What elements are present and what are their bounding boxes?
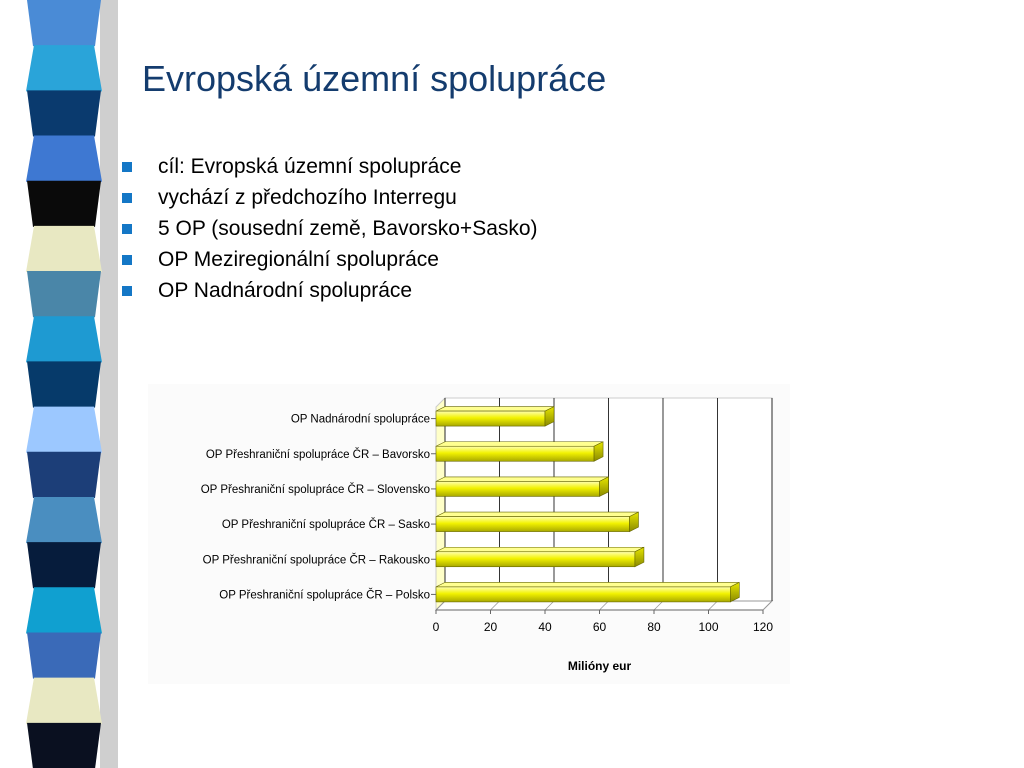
stripe-segment <box>26 45 102 91</box>
stripe-segment <box>26 407 102 453</box>
stripe-segment <box>26 678 102 724</box>
category-label: OP Přeshraniční spolupráce ČR – Polsko <box>219 589 430 602</box>
category-label: OP Přeshraniční spolupráce ČR – Sasko <box>221 519 430 532</box>
stripe-segment <box>27 723 101 768</box>
stripe-segment <box>27 90 101 136</box>
chart-side-wall <box>436 398 445 610</box>
stripe-segment <box>26 497 102 543</box>
bar <box>436 411 545 426</box>
bar <box>436 446 594 461</box>
stripe-segment <box>27 361 101 407</box>
x-axis-label: Milióny eur <box>567 659 632 673</box>
stripe-segment <box>27 181 101 227</box>
x-tick-label: 120 <box>752 620 774 634</box>
category-label: OP Nadnárodní spolupráce <box>290 413 430 426</box>
x-tick-label: 20 <box>483 620 498 634</box>
bar-top <box>436 582 739 587</box>
stripe-segment <box>27 271 101 317</box>
stripe-segment <box>27 452 101 498</box>
stripe-segment <box>26 316 102 362</box>
stripe-segment <box>26 136 102 182</box>
stripe-shadow <box>100 0 118 768</box>
category-label: OP Přeshraniční spolupráce ČR – Bavorsko <box>205 448 430 461</box>
bullet-text: OP Nadnárodní spolupráce <box>158 279 413 302</box>
bullet-text: OP Meziregionální spolupráce <box>158 248 439 271</box>
stripe-segment <box>27 632 101 678</box>
bullet-text: vychází z předchozího Interregu <box>158 186 457 209</box>
square-bullet-icon <box>122 255 132 265</box>
bar-top <box>436 442 603 447</box>
category-label: OP Přeshraniční spolupráce ČR – Slovensko <box>200 483 430 496</box>
x-tick-label: 60 <box>592 620 607 634</box>
x-tick-label: 80 <box>647 620 661 634</box>
bar <box>436 481 600 496</box>
stripe-segment <box>26 587 102 633</box>
stripe-segment <box>26 226 102 272</box>
square-bullet-icon <box>122 224 132 234</box>
bar <box>436 517 629 532</box>
bar-chart <box>148 384 790 684</box>
x-tick-label: 40 <box>538 620 552 634</box>
square-bullet-icon <box>122 193 132 203</box>
bar-top <box>436 547 644 552</box>
bar <box>436 552 635 567</box>
stripe-segment <box>27 542 101 588</box>
x-tick-label: 0 <box>432 620 440 634</box>
bar-top <box>436 407 554 412</box>
bar <box>436 587 730 602</box>
stripe-segment <box>27 0 101 46</box>
category-label: OP Přeshraniční spolupráce ČR – Rakousko <box>202 554 430 567</box>
x-tick-label: 100 <box>698 620 719 634</box>
square-bullet-icon <box>122 286 132 296</box>
square-bullet-icon <box>122 162 132 172</box>
bar-top <box>436 477 609 482</box>
decorative-stripe <box>0 0 118 768</box>
bar-top <box>436 512 638 517</box>
bullet-text: 5 OP (sousední země, Bavorsko+Sasko) <box>158 217 538 240</box>
slide-title: Evropská územní spolupráce <box>142 58 607 99</box>
bullet-text: cíl: Evropská územní spolupráce <box>158 155 462 178</box>
